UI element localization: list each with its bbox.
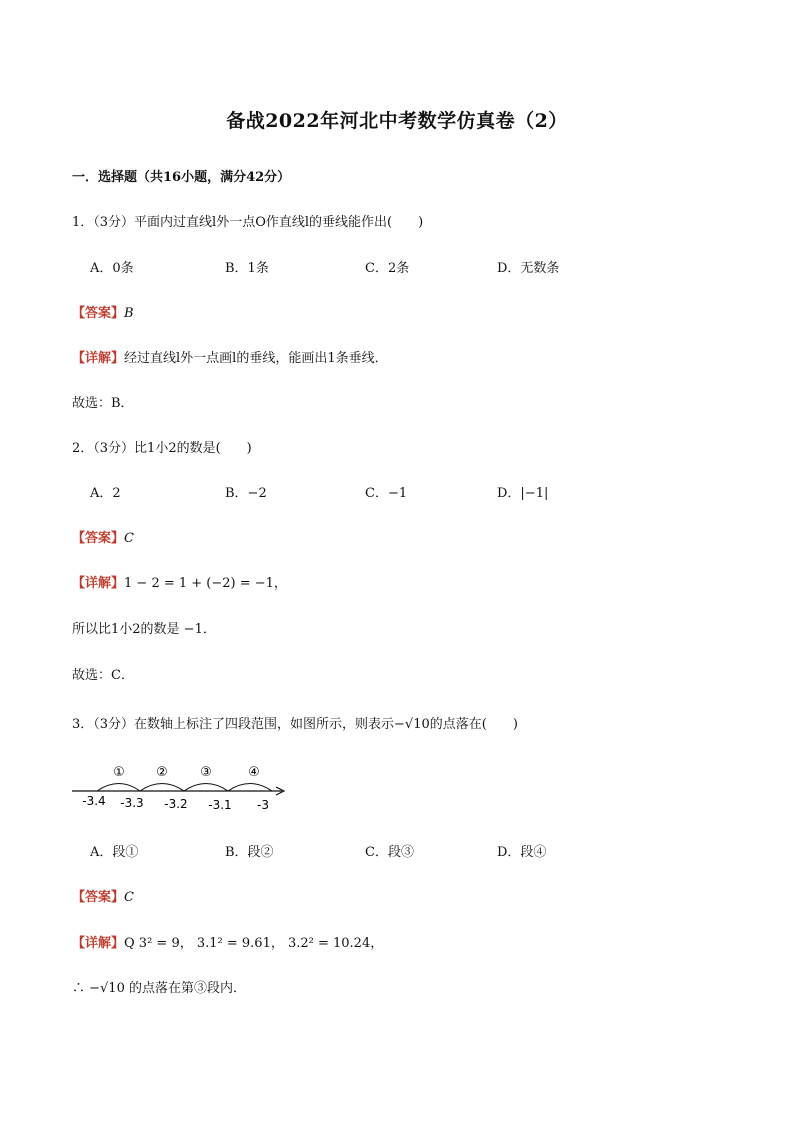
q2-option-d: D．|−1| (497, 486, 549, 501)
q3-conclusion: ∴ −√10 的点落在第③段内． (72, 981, 246, 996)
q2-option-a: A．2 (90, 486, 121, 501)
q3-answer-value: C (124, 890, 134, 905)
segment-arc-1 (97, 784, 140, 792)
q3-answer (72, 886, 134, 905)
segment-arc-3 (184, 784, 228, 792)
q1-option-c: C．2条 (365, 261, 410, 276)
q3-answer-label: 【答案】 (72, 890, 125, 905)
question-2-stem: 2．（3分）比1小2的数是( ) (72, 441, 252, 456)
q2-conclusion: 故选：C． (72, 668, 134, 683)
tick-label-3: -3.2 (164, 797, 188, 811)
q3-detail-text: Q 3² = 9， 3.1² = 9.61， 3.2² = 10.24， (124, 936, 384, 951)
q3-option-a: A．段① (90, 845, 139, 860)
segment-label-1: ① (113, 765, 125, 780)
q2-detail (72, 572, 287, 591)
question-3-stem: 3．（3分）在数轴上标注了四段范围，如图所示，则表示−√10的点落在( ) (72, 717, 518, 732)
q1-detail-label: 【详解】 (72, 351, 125, 366)
q1-answer (72, 302, 134, 321)
q2-option-c: C．−1 (365, 486, 408, 501)
segment-label-4: ④ (248, 765, 260, 780)
q2-answer-label: 【答案】 (72, 531, 125, 546)
q1-detail (72, 347, 388, 366)
tick-label-5: -3 (257, 798, 269, 812)
segment-label-2: ② (156, 765, 168, 780)
question-1-stem: 1．（3分）平面内过直线l外一点O作直线l的垂线能作出( ) (72, 215, 424, 230)
page-title: 备战2022年河北中考数学仿真卷（2） (226, 110, 568, 132)
q1-detail-text: 经过直线l外一点画l的垂线，能画出1条垂线． (124, 351, 388, 366)
segment-label-3: ③ (200, 765, 212, 780)
q2-answer-value: C (124, 531, 134, 546)
q1-option-a: A．0条 (90, 261, 134, 276)
q3-option-d: D．段④ (497, 845, 547, 860)
q2-extra: 所以比1小2的数是 −1． (72, 622, 216, 637)
q3-detail-label: 【详解】 (72, 936, 125, 951)
q1-option-d: D．无数条 (497, 261, 560, 276)
q2-option-b: B．−2 (225, 486, 267, 501)
segment-arc-2 (140, 784, 184, 792)
q1-option-b: B．1条 (225, 261, 269, 276)
q1-answer-label: 【答案】 (72, 306, 125, 321)
q3-option-c: C．段③ (365, 845, 414, 860)
tick-label-2: -3.3 (120, 796, 144, 810)
number-line-figure (72, 760, 292, 815)
q2-detail-label: 【详解】 (72, 576, 125, 591)
q3-detail (72, 932, 383, 951)
q3-option-b: B．段② (225, 845, 274, 860)
section-heading: 一．选择题（共16小题，满分42分） (72, 170, 291, 185)
q2-answer (72, 527, 134, 546)
tick-label-4: -3.1 (208, 798, 232, 812)
q1-conclusion: 故选：B． (72, 396, 134, 411)
segment-arc-4 (228, 784, 272, 792)
q1-answer-value: B (124, 306, 134, 321)
q2-detail-text: 1 − 2 = 1 + (−2) = −1， (124, 576, 287, 591)
tick-label-1: -3.4 (82, 794, 106, 808)
